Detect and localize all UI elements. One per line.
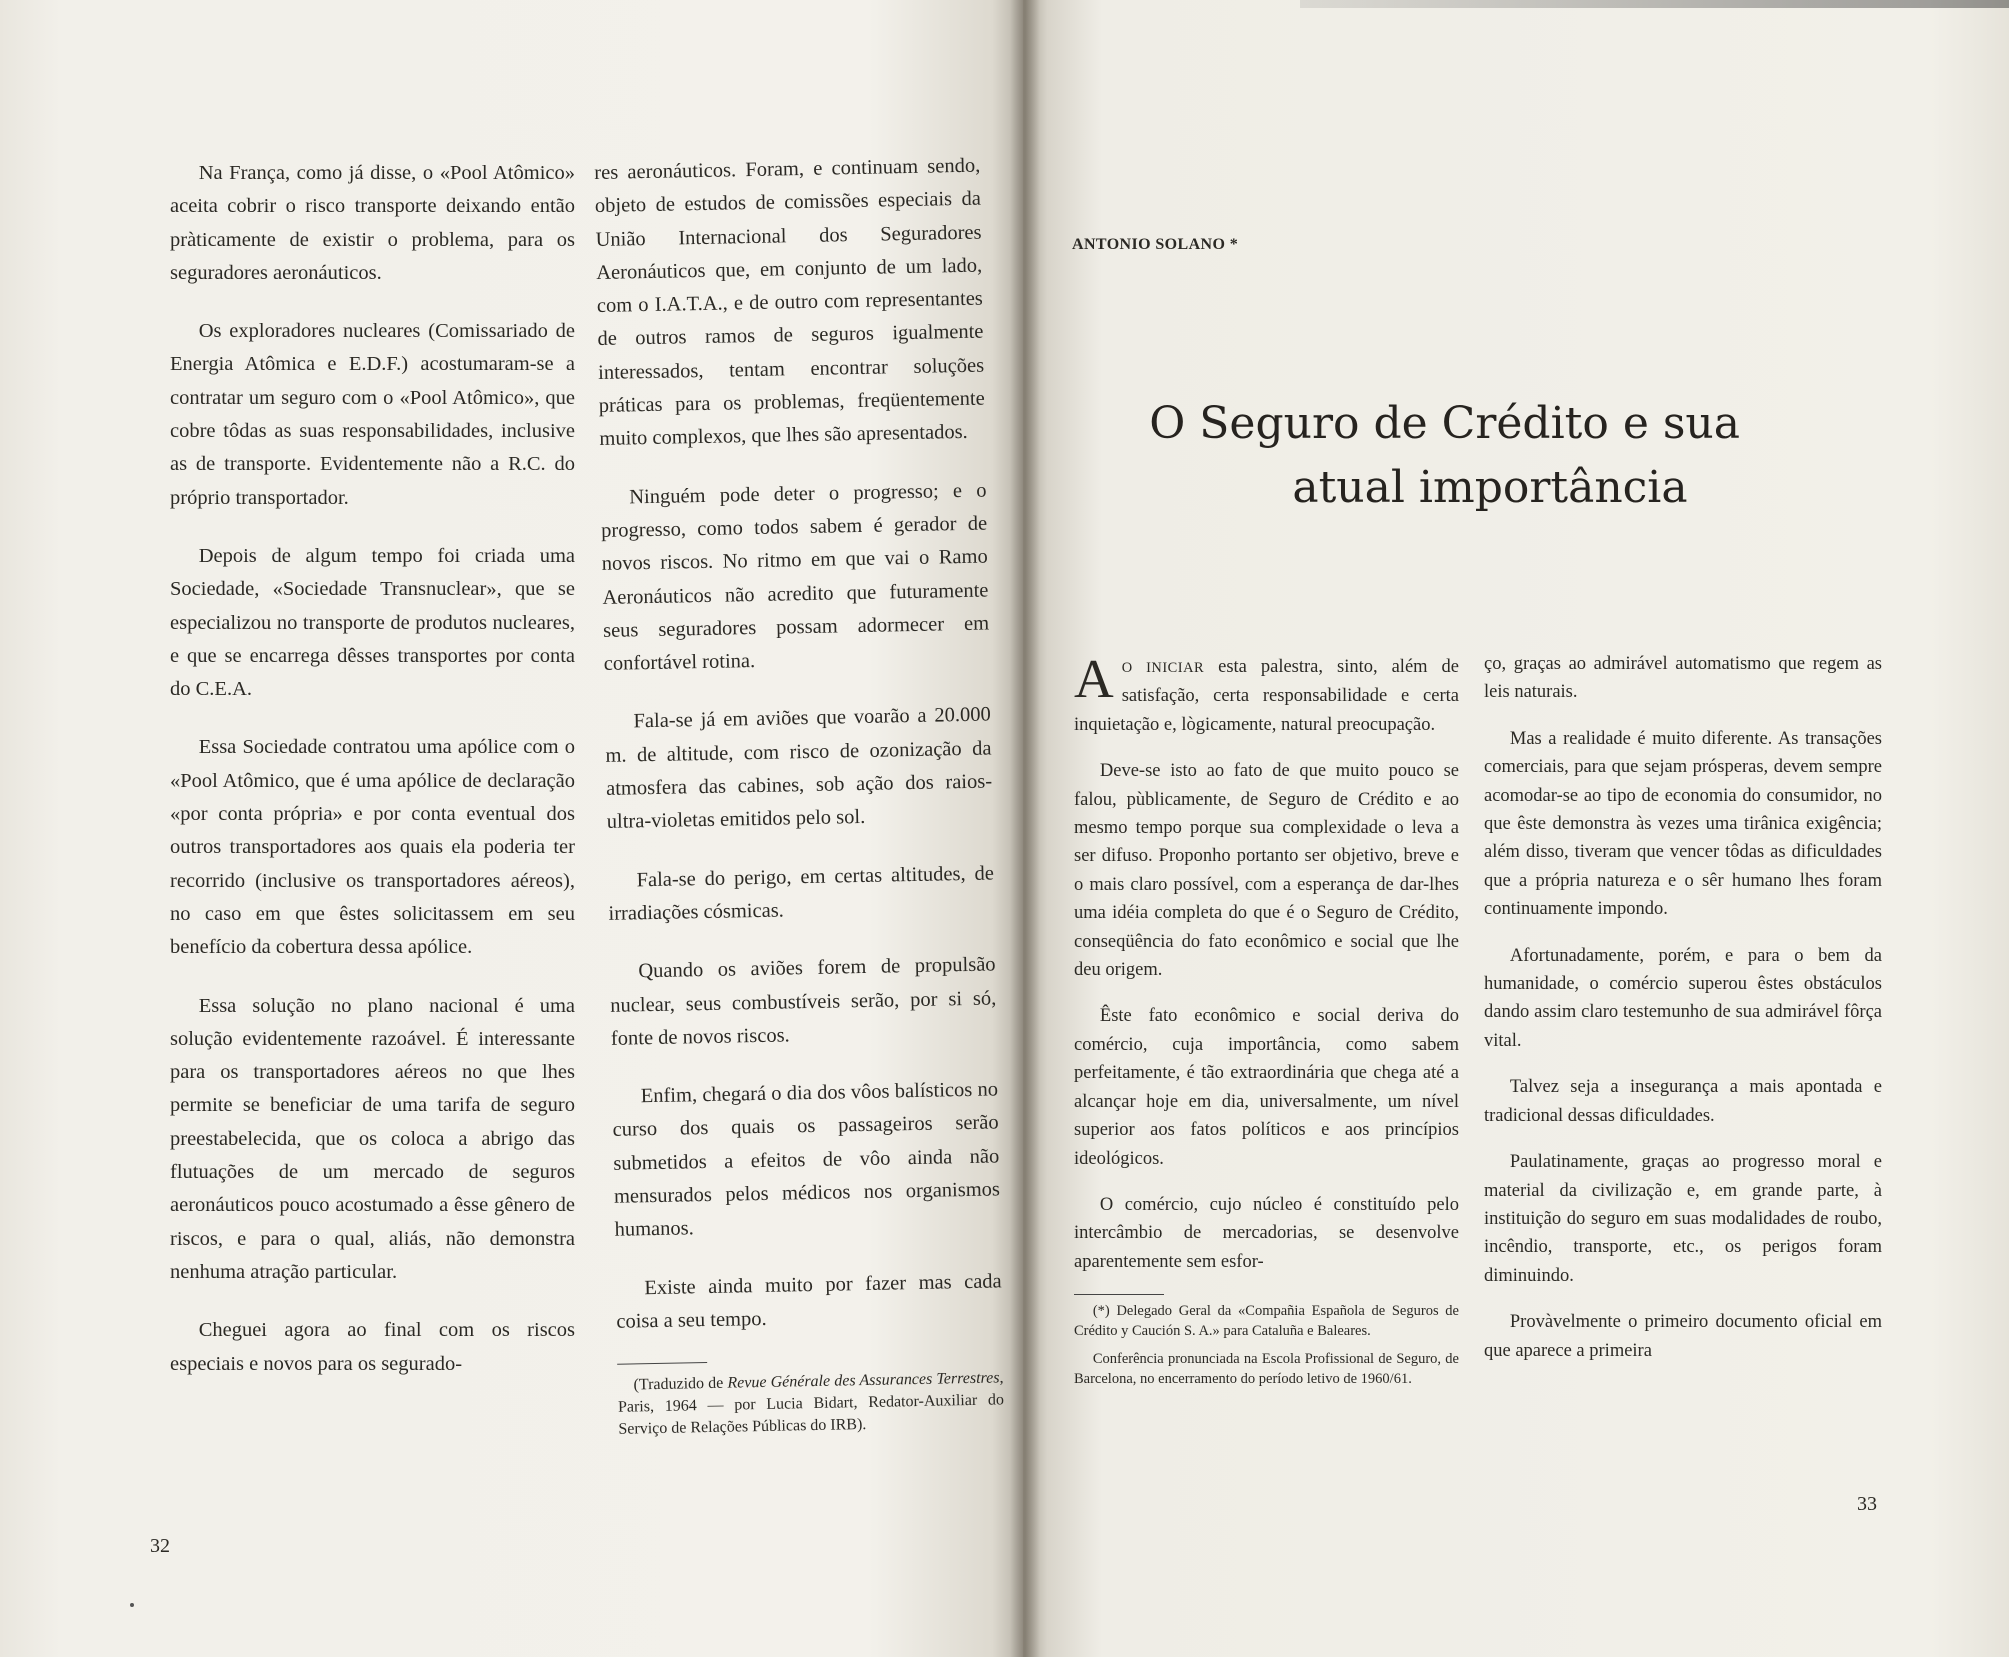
article-title (1120, 392, 1740, 520)
footnote-divider (617, 1362, 707, 1365)
paragraph: Paulatinamente, graças ao progresso moral e material da civilização e, em grande parte, à instituição do seguro em suas modalidades de roubo, incêndio, transporte, etc., os perigos foram diminuindo. (1484, 1152, 1882, 1286)
paragraph: Cheguei agora ao final com os riscos especiais e novos para os segurado- (170, 1319, 575, 1375)
page-number-left: 32 (150, 1535, 170, 1557)
translation-footnote (617, 1368, 1004, 1441)
paragraph: Êste fato econômico e social deriva do comércio, cuja importância, como sabem perfeitamente, é tão extraordinária que chega até a alcançar hoje em dia, universalmente, um nível superior aos fatos políticos e aos princípios ideológicos. (1074, 1006, 1459, 1169)
book-gutter (1010, 0, 1040, 1657)
paragraph: Ninguém pode deter o progresso; e o progresso, como todos sabem é gerador de novos riscos. No ritmo em que vai o Ramo Aeronáuticos não acredito que futuramente seus seguradores possam adormecer em confortável rotina. (600, 479, 990, 676)
paragraph: O comércio, cujo núcleo é constituído pelo intercâmbio de mercadorias, se desenvolve aparentemente sem esfor- (1074, 1194, 1459, 1272)
drop-cap: A (1074, 648, 1114, 709)
paragraph: Depois de algum tempo foi criada uma Sociedade, «Sociedade Transnuclear», que se especializou no transporte de produtos nucleares, e que se encarrega dêsses transportes por conta do C.E.A. (170, 544, 575, 701)
opening-text: esta palestra, sinto, além de satisfação, certa responsabilidade e certa inquietação e, lògicamente, natural preocupação. (1074, 657, 1459, 735)
paragraph: Essa Sociedade contratou uma apólice com o «Pool Atômico, que é uma apólice de declaração «por conta própria» e por conta eventual dos outros transportadores aos quais ela poderia ter recorrido (inclusive os transportadores aéreos), no caso em que êstes solicitassem em seu benefício da cobertura dessa apólice. (170, 736, 575, 959)
paragraph: Talvez seja a insegurança a mais apontada e tradicional dessas dificuldades. (1484, 1077, 1882, 1126)
article-title-line-1: O Seguro de Crédito e sua (1149, 398, 1740, 449)
right-page-column-2 (1484, 650, 1882, 1383)
paragraph: Enfim, chegará o dia dos vôos balísticos no curso dos quais os passageiros serão submetidos a efeitos de vôo ainda não mensurados pelos médicos nos organismos humanos. (612, 1078, 1001, 1242)
paragraph: Fala-se já em aviões que voarão a 20.000 m. de altitude, com risco de ozonização da atmosfera das cabines, sob ação dos raios-ultra-violetas emitidos pelo sol. (605, 703, 993, 834)
paragraph: Afortunadamente, porém, e para o bem da humanidade, o comércio superou êstes obstáculos dando assim claro testemunho de sua admirável fôrça vital. (1484, 945, 1882, 1051)
footnote-text: , Paris, 1964 — por Lucia Bidart, Redator-Auxiliar do Serviço de Relações Públicas do IRB). (617, 1369, 1005, 1438)
left-page-column-1 (170, 157, 575, 1406)
author-name: ANTONIO SOLANO * (1072, 236, 1239, 253)
paragraph: res aeronáuticos. Foram, e continuam sendo, objeto de estudos de comissões especiais da União Internacional dos Seguradores Aeronáuticos que, em conjunto de um lado, com o I.A.T.A., e de outro com representantes de outros ramos de seguros igualmente interessados, tentam encontrar soluções práticas para os problemas, freqüentemente muito complexos, que lhes são apresentados. (594, 154, 985, 451)
paragraph: Provàvelmente o primeiro documento oficial em que aparece a primeira (1484, 1312, 1882, 1361)
paragraph: Os exploradores nucleares (Comissariado de Energia Atômica e E.D.F.) acostumaram-se a contratar um seguro com o «Pool Atômico», que cobre tôdas as suas responsabilidades, inclusive as de transporte. Evidentemente não a R.C. do próprio transportador. (170, 320, 575, 509)
journal-title: Revue Générale des Assurances Terrestres (727, 1369, 1000, 1392)
author-footnote: (*) Delegado Geral da «Compañia Española de Seguros de Crédito y Caución S. A.» para Cataluña e Baleares. (1074, 1303, 1459, 1340)
paragraph: Quando os aviões forem de propulsão nuclear, seus combustíveis serão, por si só, fonte de novos riscos. (610, 953, 997, 1050)
ink-speck (130, 1603, 134, 1607)
article-title-line-2: atual importância (1292, 462, 1688, 513)
paragraph: ço, graças ao admirável automatismo que regem as leis naturais. (1484, 654, 1882, 703)
paragraph: Fala-se do perigo, em certas altitudes, de irradiações cósmicas. (608, 862, 995, 925)
paragraph: Mas a realidade é muito diferente. As transações comerciais, para que sejam prósperas, devem sempre acomodar-se ao tipo de economia do consumidor, no que êste demonstra às vezes uma tirânica exigência; além disso, tiveram que vencer tôdas as dificuldades que a própria natureza e o sêr humano lhes foram continuamente impondo. (1484, 728, 1882, 920)
paragraph: Existe ainda muito por fazer mas cada coisa a seu tempo. (616, 1269, 1002, 1333)
paragraph: Essa solução no plano nacional é uma solução evidentemente razoável. É interessante para os transportadores aéreos no que lhes permite se beneficiar de uma tarifa de seguro preestabelecida, que os coloca a abrigo das flutuações de um mercado de seguros aeronáuticos pouco acostumado a êsse gênero de riscos, e para o qual, aliás, não demonstra nenhuma atração particular. (170, 994, 575, 1283)
left-page-column-2 (594, 150, 1005, 1466)
opening-paragraph (1074, 648, 1459, 739)
lead-small-caps: O INICIAR (1121, 660, 1205, 676)
paragraph: Deve-se isto ao fato de que muito pouco se falou, pùblicamente, de Seguro de Crédito e ao mesmo tempo porque sua complexidade o leva a ser difuso. Proponho portanto ser objetivo, breve e o mais claro possível, com a esperança de dar-lhes uma idéia completa do que é o Seguro de Crédito, conseqüência do fato econômico e social que lhe deu origem. (1074, 761, 1459, 981)
scan-edge (1300, 0, 2009, 8)
conference-footnote: Conferência pronunciada na Escola Profissional de Seguro, de Barcelona, no encerramento do período letivo de 1960/61. (1074, 1351, 1459, 1388)
footnote-text: (Traduzido de (633, 1374, 728, 1394)
footnote-divider (1074, 1294, 1164, 1295)
right-page-column-1 (1074, 648, 1459, 1397)
paragraph: Na França, como já disse, o «Pool Atômico» aceita cobrir o risco transporte deixando então pràticamente de existir o problema, para os seguradores aeronáuticos. (170, 162, 575, 284)
page-number-right: 33 (1857, 1493, 1877, 1515)
